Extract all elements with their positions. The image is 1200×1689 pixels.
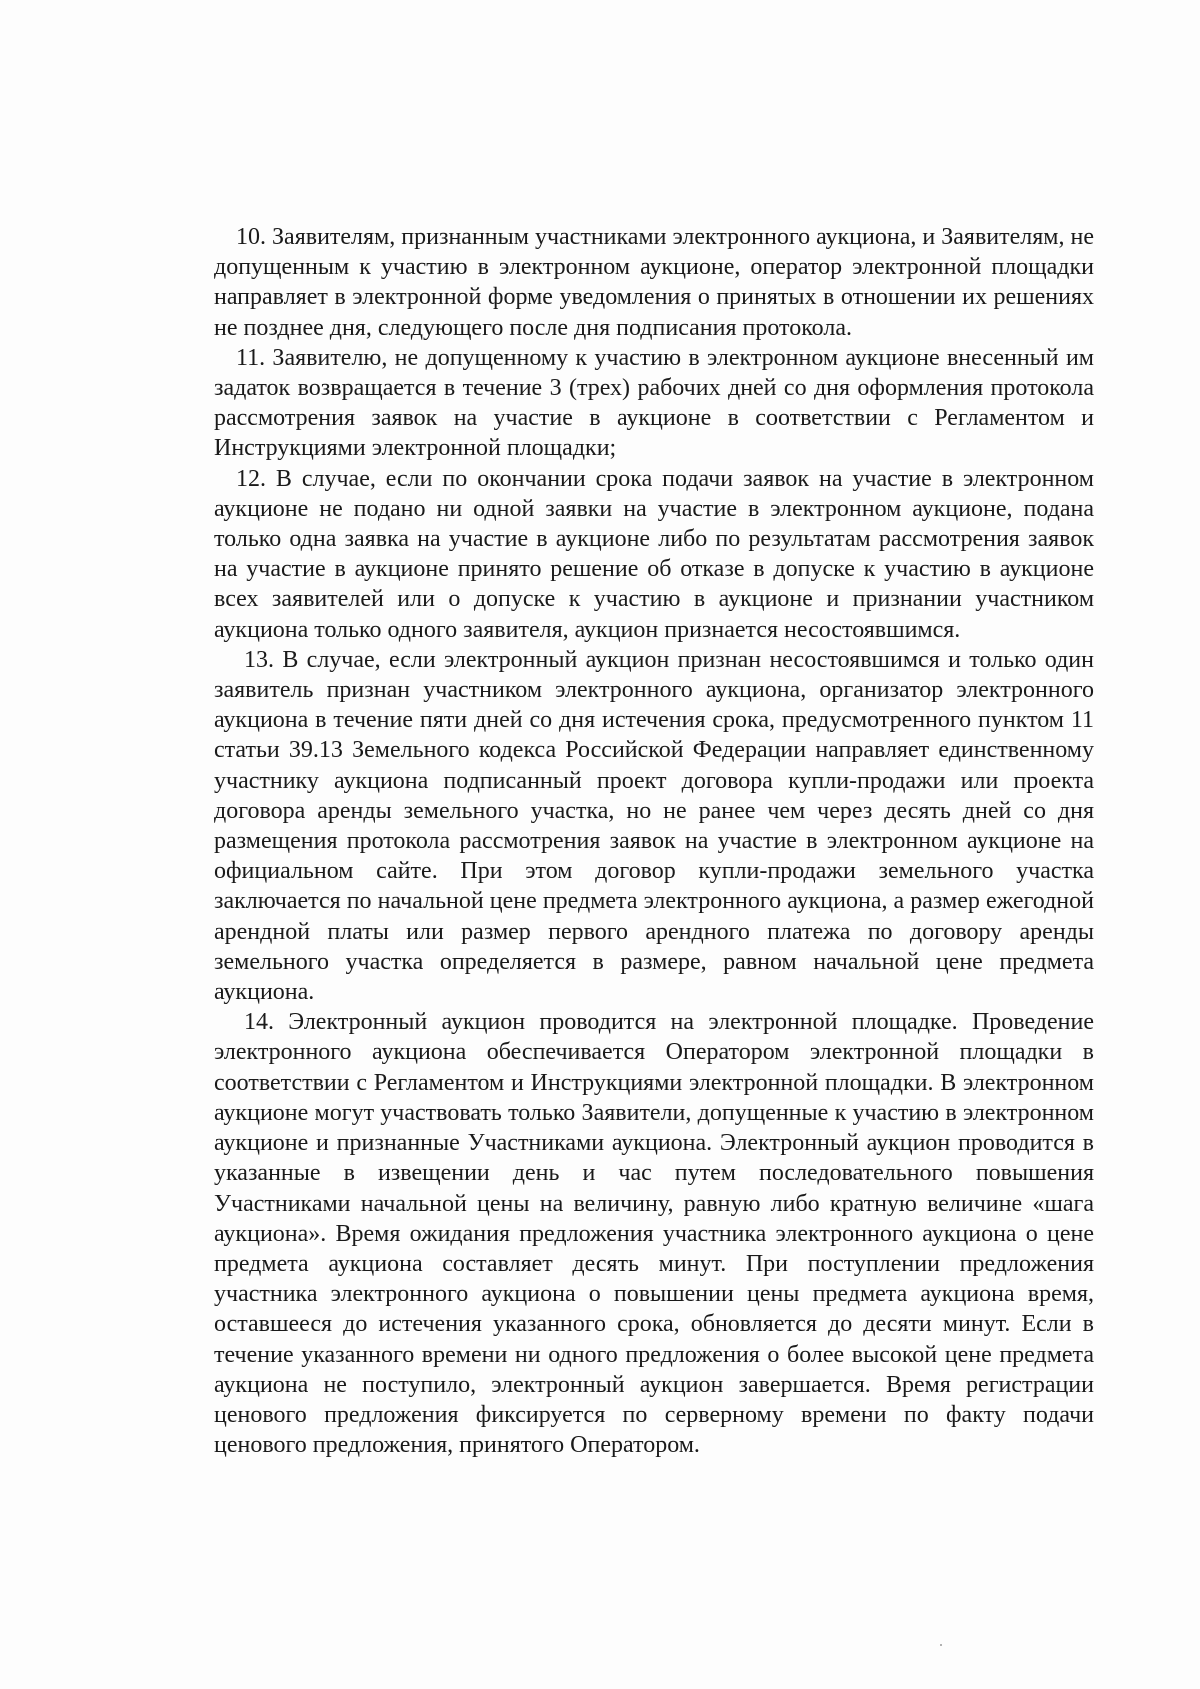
scan-artifact-dot bbox=[940, 1644, 942, 1646]
paragraph-13: 13. В случае, если электронный аукцион признан несостоявшимся и только один заявитель признан участником электронного аукциона, организатор электронного аукциона в течение пяти дней со дня истечения срока, предусмотренного пунктом 11 статьи 39.13 Земельного кодекса Российской Федерации направляет единственному участнику аукциона подписанный проект договора купли-продажи или проекта договора аренды земельного участка, но не ранее чем через десять дней со дня размещения протокола рассмотрения заявок на участие в электронном аукционе на официальном сайте. При этом договор купли-продажи земельного участка заключается по начальной цене предмета электронного аукциона, а размер ежегодной арендной платы или размер первого арендного платежа по договору аренды земельного участка определяется в размере, равном начальной цене предмета аукциона. bbox=[214, 646, 1094, 1006]
paragraph-14: 14. Электронный аукцион проводится на электронной площадке. Проведение электронного аукциона обеспечивается Оператором электронной площадки в соответствии с Регламентом и Инструкциями электронной площадки. В электронном аукционе могут участвовать только Заявители, допущенные к участию в электронном аукционе и признанные Участниками аукциона. Электронный аукцион проводится в указанные в извещении день и час путем последовательного повышения Участниками начальной цены на величину, равную либо кратную величине «шага аукциона». Время ожидания предложения участника электронного аукциона о цене предмета аукциона составляет десять минут. При поступлении предложения участника электронного аукциона о повышении цены предмета аукциона время, оставшееся до истечения указанного срока, обновляется до десяти минут. Если в течение указанного времени ни одного предложения о более высокой цене предмета аукциона не поступило, электронный аукцион завершается. Время регистрации ценового предложения фиксируется по серверному времени по факту подачи ценового предложения, принятого Оператором. bbox=[214, 1009, 1094, 1459]
paragraph-12: 12. В случае, если по окончании срока подачи заявок на участие в электронном аукционе не подано ни одной заявки на участие в электронном аукционе, подана только одна заявка на участие в аукционе либо по результатам рассмотрения заявок на участие в аукционе принято решение об отказе в допуске к участию в аукционе всех заявителей или о допуске к участию в аукционе и признании участником аукциона только одного заявителя, аукцион признается несостоявшимся. bbox=[214, 465, 1094, 643]
paragraph-10: 10. Заявителям, признанным участниками электронного аукциона, и Заявителям, не допущенным к участию в электронном аукционе, оператор электронной площадки направляет в электронной форме уведомления о принятых в отношении их решениях не позднее дня, следующего после дня подписания протокола. bbox=[214, 224, 1094, 341]
paragraph-11: 11. Заявителю, не допущенному к участию в электронном аукционе внесенный им задаток возвращается в течение 3 (трех) рабочих дней со дня оформления протокола рассмотрения заявок на участие в аукционе в соответствии с Регламентом и Инструкциями электронной площадки; bbox=[214, 344, 1094, 462]
document-body bbox=[214, 222, 1094, 1460]
